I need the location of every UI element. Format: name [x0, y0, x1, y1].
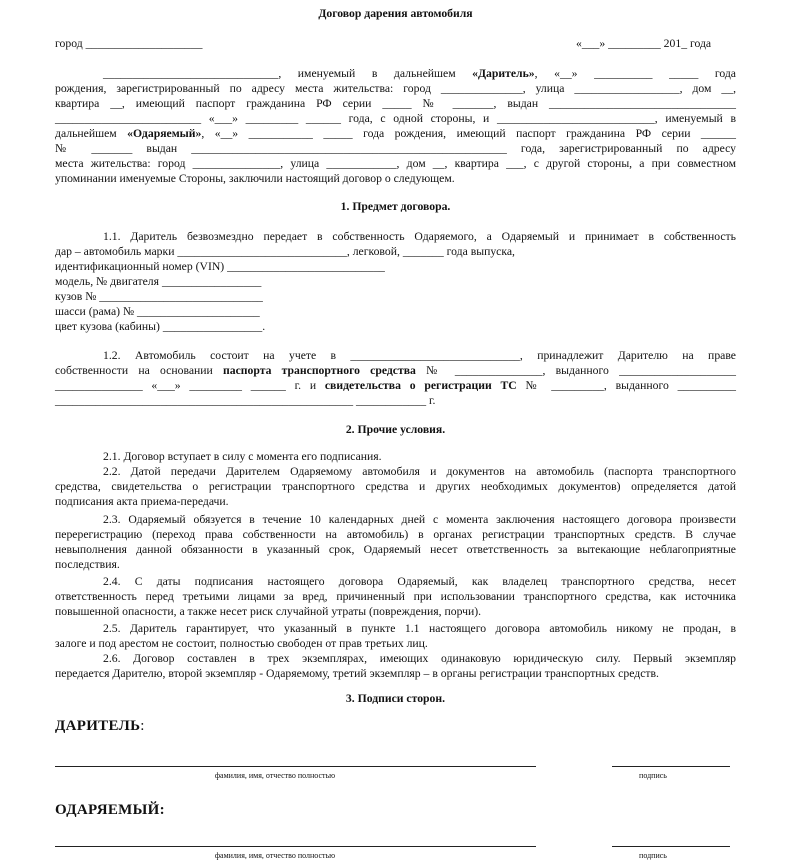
clause-line: перерегистрацию (переход права собственности на автомобиль) в органах регистрации транспортных средств. В случае: [55, 528, 736, 541]
intro-line: места жительства: город _______________, улица ____________, дом __, квартира ___, с другой стороны, а при совместном: [55, 157, 736, 170]
donee-fio-caption: фамилия, имя, отчество полностью: [214, 851, 336, 860]
donor-label: ДАРИТЕЛЬ:: [55, 718, 145, 734]
clause-line: повышенной опасности, а также несет риск случайной утраты (повреждения, порчи).: [55, 605, 482, 618]
vehicle-chassis: шасси (рама) № _____________________: [55, 305, 260, 318]
clause-line: подписания акта приема-передачи.: [55, 495, 229, 508]
intro-line: рождения, зарегистрированный по адресу места жительства: город ______________, улица __________________, дом __,: [55, 82, 736, 95]
clause-line: 2.5. Даритель гарантирует, что указанный в пункте 1.1 настоящего договора автомобиль никому не продан, в: [103, 622, 736, 635]
clause-line: невыполнения данной обязанности в указанный срок, Одаряемый несет ответственность за вытекающие неблагоприятные: [55, 543, 736, 556]
donor-sign-caption: подпись: [639, 771, 667, 780]
intro-line: дальнейшем «Одаряемый», «__» ___________ _____ года рождения, имеющий паспорт гражданина РФ серии ______: [55, 127, 736, 140]
clause-line: _______________ «___» _________ ______ г. и свидетельства о регистрации ТС № _________, выданного __________: [55, 379, 737, 392]
intro-line: упоминании именуемые Стороны, заключили настоящий договор о следующем.: [55, 172, 455, 185]
vehicle-engine: модель, № двигателя _________________: [55, 275, 262, 288]
document-title: Договор дарения автомобиля: [318, 7, 473, 20]
donor-fio-caption: фамилия, имя, отчество полностью: [214, 771, 336, 780]
donee-signature-line: [612, 846, 730, 847]
donee-fio-line: [55, 846, 536, 847]
intro-line: квартира __, имеющий паспорт гражданина РФ серии _____ № _______, выдан ________________________________: [55, 97, 736, 110]
date-field: «___» _________ 201_ года: [576, 37, 712, 50]
clause-line: 1.2. Автомобиль состоит на учете в _____________________________, принадлежит Дарителю на праве: [103, 349, 736, 362]
donee-label: ОДАРЯЕМЫЙ:: [55, 802, 165, 818]
clause-line: ___________________________________________________ ____________ г.: [55, 394, 436, 407]
donor-signature-line: [612, 766, 730, 767]
clause-line: собственности на основании паспорта транспортного средства № _______________, выданного ____________________: [55, 364, 736, 377]
clause-line: 2.6. Договор составлен в трех экземплярах, имеющих одинаковую юридическую силу. Первый экземпляр: [103, 652, 736, 665]
clause-line: 2.4. С даты подписания настоящего договора Одаряемый, как владелец транспортного средства, несет: [103, 575, 736, 588]
city-field: город ____________________: [55, 37, 203, 50]
clause-line: 1.1. Даритель безвозмездно передает в собственность Одаряемого, а Одаряемый и принимает в собственность: [103, 230, 736, 243]
clause-line: 2.2. Датой передачи Дарителем Одаряемому автомобиля и документов на автомобиль (паспорта транспортного: [103, 465, 736, 478]
donor-fio-line: [55, 766, 536, 767]
intro-line: № _______ выдан ______________________________________________________ года, зарегистрированный по адресу: [55, 142, 736, 155]
clause-line: последствия.: [55, 558, 120, 571]
section1-heading: 1. Предмет договора.: [340, 200, 451, 213]
intro-line: _________________________ «___» _________ ______ года, с одной стороны, и ___________________________, именуемый в: [55, 112, 736, 125]
donee-sign-caption: подпись: [639, 851, 667, 860]
intro-line: ______________________________, именуемый в дальнейшем «Даритель», «__» __________ _____ года: [103, 67, 736, 80]
clause-line: передается Дарителю, второй экземпляр - Одаряемому, третий экземпляр – в органы регистрации транспортных средств.: [55, 667, 659, 680]
vehicle-vin: идентификационный номер (VIN) ___________________________: [55, 260, 385, 273]
section2-heading: 2. Прочие условия.: [345, 423, 446, 436]
clause-line: средства, свидетельства о регистрации транспортного средства и других необходимых документов) определяется датой: [55, 480, 736, 493]
clause-line: 2.3. Одаряемый обязуется в течение 10 календарных дней с момента заключения настоящего договора произвести: [103, 513, 736, 526]
clause-line: залоге и под арестом не состоит, полностью свободен от прав третьих лиц.: [55, 637, 428, 650]
vehicle-color: цвет кузова (кабины) _________________.: [55, 320, 266, 333]
section3-heading: 3. Подписи сторон.: [345, 692, 446, 705]
clause-line: дар – автомобиль марки _____________________________, легковой, _______ года выпуска,: [55, 245, 515, 258]
clause-line: ответственность перед третьими лицами за вред, причиненный при использовании транспортного средства, как источника: [55, 590, 736, 603]
clause-line: 2.1. Договор вступает в силу с момента его подписания.: [103, 450, 382, 463]
vehicle-body: кузов № ____________________________: [55, 290, 263, 303]
